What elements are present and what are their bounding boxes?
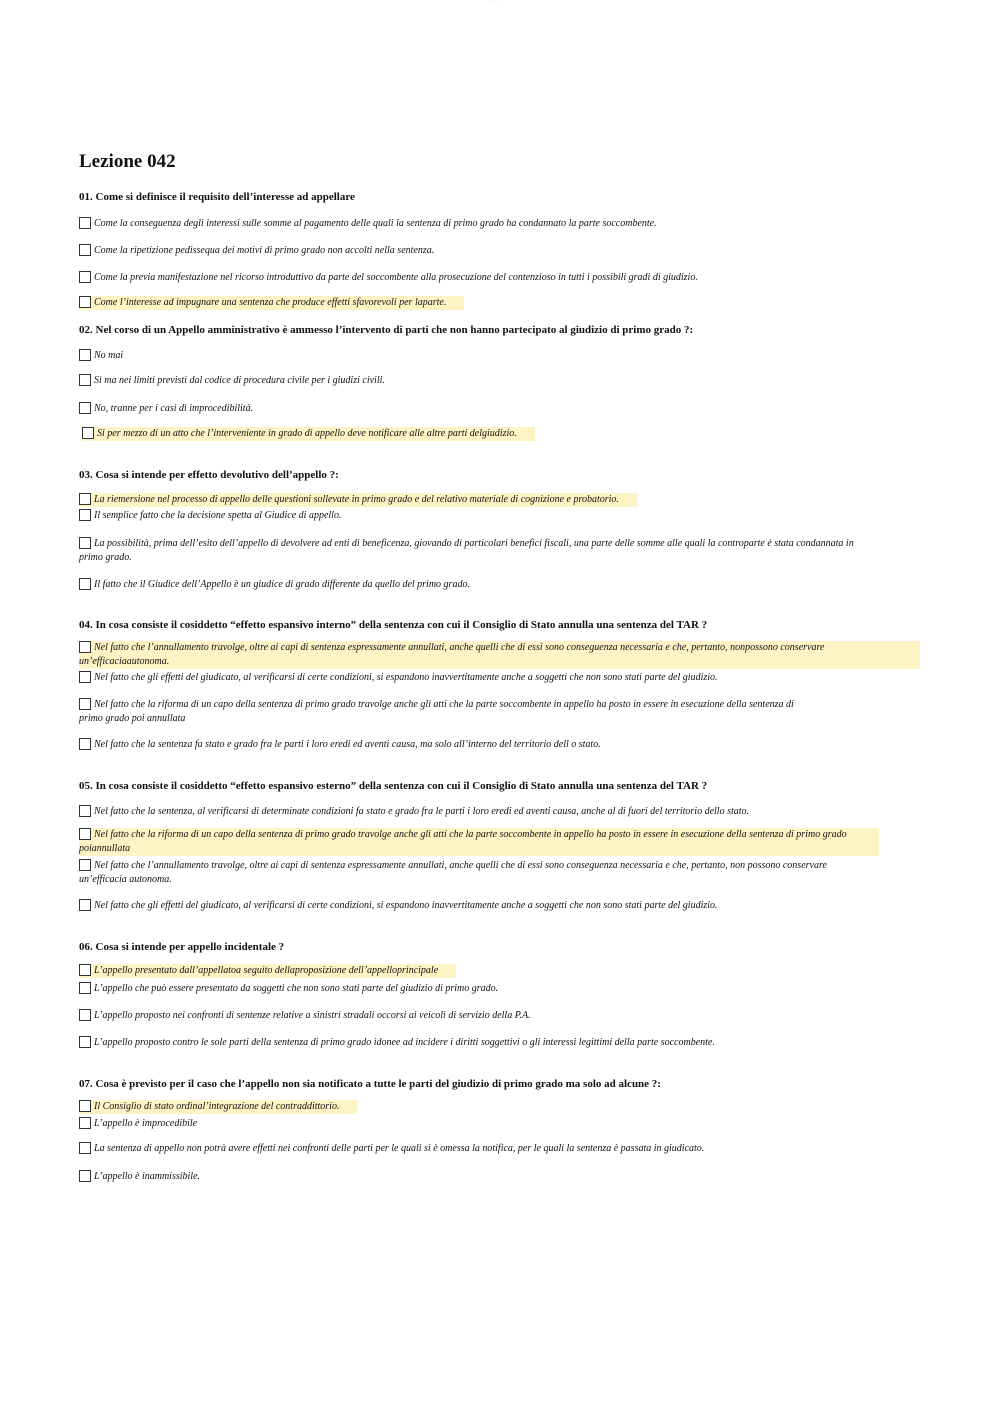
checkbox[interactable] — [79, 641, 91, 653]
checkbox[interactable] — [79, 982, 91, 994]
answer-option[interactable] — [79, 738, 601, 752]
answer-text: Il Consiglio di stato ordinal’integrazione del contraddittorio. — [94, 1101, 340, 1112]
checkbox[interactable] — [79, 217, 91, 229]
answer-option[interactable] — [79, 578, 470, 592]
answer-text: Si ma nei limiti previsti dal codice di procedura civile per i giudizi civili. — [94, 375, 385, 386]
checkbox[interactable] — [79, 1100, 91, 1112]
checkbox[interactable] — [79, 296, 91, 308]
question-title: 02. Nel corso di un Appello amministrativo è ammesso l’intervento di parti che non hanno partecipato al giudizio di primo grado ?: — [79, 324, 694, 336]
answer-option-highlighted[interactable] — [79, 1100, 357, 1114]
question-06 — [79, 940, 939, 1048]
question-title: 01. Come si definisce il requisito dell’interesse ad appellare — [79, 191, 355, 203]
answer-text: Come la conseguenza degli interessi sulle somme al pagamento delle quali la sentenza di primo grado ha condannato la parte soccombente. — [94, 218, 657, 229]
answer-text: La sentenza di appello non potrà avere effetti nei confronti delle parti per le quali si è omessa la notifica, per le quali la sentenza è passata in giudicato. — [94, 1143, 705, 1154]
answer-text: L’appello proposto nei confronti di sentenze relative a sinistri stradali occorsi ai veicoli di servizio della P.A. — [94, 1010, 531, 1021]
answer-text: Nel fatto che l’annullamento travolge, oltre ai capi di sentenza espressamente annullati, anche quelli che di essi sono conseguenza necessaria e che, pertanto, nonpossono conservare un’efficaciaautonoma. — [79, 642, 825, 667]
checkbox[interactable] — [79, 493, 91, 505]
answer-option[interactable] — [79, 698, 814, 726]
answer-text: Nel fatto che la sentenza fa stato e grado fra le parti i loro eredi ed aventi causa, ma solo all’interno del territorio dell o stato. — [94, 739, 601, 750]
question-title: 05. In cosa consiste il cosiddetto “effetto espansivo esterno” della sentenza con cui il Consiglio di Stato annulla una sentenza del TAR ? — [79, 780, 708, 792]
checkbox[interactable] — [82, 427, 94, 439]
checkbox[interactable] — [79, 578, 91, 590]
question-03 — [79, 468, 939, 590]
question-title: 07. Cosa è previsto per il caso che l’appello non sia notificato a tutte le parti del giudizio di primo grado ma solo ad alcune ?: — [79, 1078, 661, 1090]
checkbox[interactable] — [79, 402, 91, 414]
answer-text: Nel fatto che gli effetti del giudicato, al verificarsi di certe condizioni, si espandono inavvertitamente anche a soggetti che non sono stati parte del giudizio. — [94, 900, 718, 911]
answer-option[interactable] — [79, 271, 698, 285]
page-title: Lezione 042 — [79, 151, 176, 172]
answer-text: Nel fatto che l’annullamento travolge, oltre ai capi di sentenza espressamente annullati, anche quelli che di essi sono conseguenza necessaria e che, pertanto, non possono conservare un’efficacia autonoma. — [79, 860, 827, 885]
answer-option[interactable] — [79, 1036, 715, 1050]
answer-option[interactable] — [79, 1117, 197, 1131]
checkbox[interactable] — [79, 1117, 91, 1129]
answer-option[interactable] — [79, 244, 434, 258]
answer-text: Nel fatto che la sentenza, al verificarsi di determinate condizioni fa stato e grado fra le parti i loro eredi ed aventi causa, anche al di fuori del territorio dello stato. — [94, 806, 750, 817]
checkbox[interactable] — [79, 349, 91, 361]
answer-option-highlighted[interactable] — [79, 296, 464, 310]
answer-text: Nel fatto che gli effetti del giudicato, al verificarsi di certe condizioni, si espandono inavvertitamente anche a soggetti che non sono stati parte del giudizio. — [94, 672, 718, 683]
answer-text: Come la ripetizione pedissequa dei motivi di primo grado non accolti nella sentenza. — [94, 245, 435, 256]
answer-text: Nel fatto che la riforma di un capo della sentenza di primo grado travolge anche gli atti che la parte soccombente in appello ha posto in essere in esecuzione della sentenza di primo grado poiannullata — [79, 829, 847, 854]
question-04 — [79, 618, 939, 750]
answer-option[interactable] — [79, 374, 385, 388]
answer-text: L’appello è improcedibile — [94, 1118, 198, 1129]
checkbox[interactable] — [79, 805, 91, 817]
answer-text: L’appello proposto contro le sole parti della sentenza di primo grado idonee ad incidere i diritti soggettivi o gli interessi legittimi della parte soccombente. — [94, 1037, 715, 1048]
checkbox[interactable] — [79, 859, 91, 871]
answer-option[interactable] — [79, 537, 869, 565]
checkbox[interactable] — [79, 1036, 91, 1048]
answer-text: No mai — [94, 350, 124, 361]
answer-text: L’appello è inammissibile. — [94, 1171, 201, 1182]
answer-text: Come la previa manifestazione nel ricorso introduttivo da parte del soccombente alla prosecuzione del contenzioso in tutti i possibili gradi di giudizio. — [94, 272, 698, 283]
answer-option[interactable] — [79, 349, 123, 363]
answer-option[interactable] — [79, 805, 749, 819]
answer-text: Nel fatto che la riforma di un capo della sentenza di primo grado travolge anche gli atti che la parte soccombente in appello ha posto in essere in esecuzione della sentenza di primo grado poi annullata — [79, 699, 794, 724]
checkbox[interactable] — [79, 671, 91, 683]
question-01 — [79, 190, 939, 308]
header-mark: - - - - - — [489, 0, 497, 3]
checkbox[interactable] — [79, 374, 91, 386]
answer-option[interactable] — [79, 1009, 531, 1023]
question-title: 03. Cosa si intende per effetto devolutivo dell’appello ?: — [79, 469, 339, 481]
checkbox[interactable] — [79, 899, 91, 911]
answer-option[interactable] — [79, 402, 253, 416]
question-07 — [79, 1077, 939, 1182]
answer-text: Il semplice fatto che la decisione spetta al Giudice di appello. — [94, 510, 342, 521]
checkbox[interactable] — [79, 698, 91, 710]
answer-text: La possibilità, prima dell’esito dell’appello di devolvere ad enti di beneficenza, giovando di particolari benefici fiscali, una parte delle somme alle quali la controparte è stata condannata in primo grado. — [79, 538, 854, 563]
answer-text: Il fatto che il Giudice dell’Appello è un giudice di grado differente da quello del primo grado. — [94, 579, 470, 590]
answer-option[interactable] — [79, 899, 718, 913]
answer-text: Come l’interesse ad impugnare una sentenza che produce effetti sfavorevoli per laparte. — [94, 297, 447, 308]
answer-option-highlighted[interactable] — [82, 427, 535, 441]
answer-text: Si per mezzo di un atto che l’interveniente in grado di appello deve notificare alle altre parti delgiudizio. — [97, 428, 517, 439]
checkbox[interactable] — [79, 964, 91, 976]
answer-option[interactable] — [79, 982, 498, 996]
question-05 — [79, 779, 939, 911]
answer-text: L’appello presentato dall’appellatoa seguito dellaproposizione dell’appelloprincipale — [94, 965, 439, 976]
answer-option-highlighted[interactable] — [79, 493, 637, 507]
answer-option[interactable] — [79, 217, 657, 231]
question-title: 04. In cosa consiste il cosiddetto “effetto espansivo interno” della sentenza con cui il Consiglio di Stato annulla una sentenza del TAR ? — [79, 619, 708, 631]
answer-text: L’appello che può essere presentato da soggetti che non sono stati parte del giudizio di primo grado. — [94, 983, 499, 994]
checkbox[interactable] — [79, 509, 91, 521]
answer-option-highlighted[interactable] — [79, 641, 920, 669]
answer-option[interactable] — [79, 1170, 200, 1184]
answer-option[interactable] — [79, 671, 718, 685]
question-02 — [79, 323, 939, 439]
checkbox[interactable] — [79, 828, 91, 840]
answer-option[interactable] — [79, 509, 341, 523]
checkbox[interactable] — [79, 1009, 91, 1021]
answer-option-highlighted[interactable] — [79, 828, 879, 856]
answer-text: No, tranne per i casi di improcedibilità. — [94, 403, 254, 414]
checkbox[interactable] — [79, 1170, 91, 1182]
answer-option[interactable] — [79, 859, 849, 887]
checkbox[interactable] — [79, 537, 91, 549]
checkbox[interactable] — [79, 244, 91, 256]
checkbox[interactable] — [79, 271, 91, 283]
answer-option-highlighted[interactable] — [79, 964, 456, 978]
checkbox[interactable] — [79, 1142, 91, 1154]
checkbox[interactable] — [79, 738, 91, 750]
answer-option[interactable] — [79, 1142, 704, 1156]
answer-text: La riemersione nel processo di appello delle questioni sollevate in primo grado e del relativo materiale di cognizione e probatorio. — [94, 494, 619, 505]
question-title: 06. Cosa si intende per appello incidentale ? — [79, 941, 285, 953]
